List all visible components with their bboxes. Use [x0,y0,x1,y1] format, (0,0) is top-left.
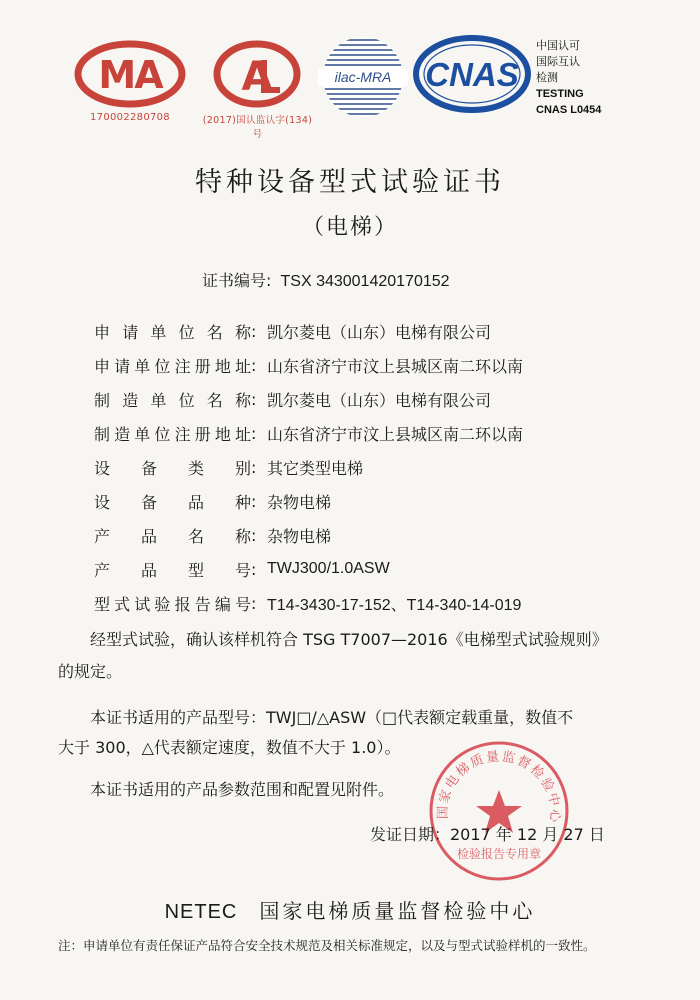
field-label: 申请单位注册地址 [94,356,251,376]
field-row [94,489,331,513]
footer-netec: NETEC [164,901,238,923]
cnas-side-text [536,38,601,118]
field-colon: : [251,355,257,375]
cal-logo [200,40,315,140]
svg-text:A: A [241,54,273,100]
footer-organization [0,895,700,924]
field-value: 其它类型电梯 [267,458,364,478]
field-row [94,455,363,479]
field-value: 杂物电梯 [267,492,332,512]
field-colon: : [251,389,257,409]
field-value: 凯尔菱电（山东）电梯有限公司 [267,322,492,342]
stamp-bottom-text: 检验报告专用章 [456,847,542,861]
field-row [94,353,523,377]
page-subtitle: （电梯） [301,215,398,240]
field-colon: : [251,491,257,511]
field-label: 制造单位名称 [94,390,251,410]
ma-logo-icon [74,40,186,108]
field-label: 设备类别 [94,458,251,478]
field-colon: : [251,593,257,613]
field-colon: : [251,423,257,443]
field-label: 申请单位名称 [94,322,251,342]
cnas-side-line: 检测 [536,72,558,84]
ilac-label: ilac-MRA [334,69,392,85]
field-label: 型式试验报告编号 [94,594,251,614]
field-label: 产品型号 [94,560,251,580]
field-value: 杂物电梯 [267,526,332,546]
stamp-seal-icon [426,738,572,884]
field-row [94,421,523,445]
field-colon: : [251,525,257,545]
field-label: 制造单位注册地址 [94,424,251,444]
cert-number-label: 证书编号: [202,271,272,290]
field-label: 产品名称 [94,526,251,546]
field-value: 山东省济宁市汶上县城区南二环以南 [267,356,524,376]
stamp-ring-text: 国家电梯质量监督检验中心 [435,749,563,825]
field-value: TWJ300/1.0ASW [267,560,390,577]
field-colon: : [251,457,257,477]
cnas-side-line: TESTING [536,88,584,100]
field-value: 山东省济宁市汶上县城区南二环以南 [267,424,524,444]
field-label: 设备品种 [94,492,251,512]
cnas-side-line: 中国认可 [536,40,580,52]
field-row [94,523,331,547]
cnas-logo [412,34,532,114]
cnas-side-line: CNAS L0454 [536,104,602,116]
field-colon: : [251,559,257,579]
official-stamp [426,738,572,884]
paragraph-line: 本证书适用的产品型号：TWJ□/△ASW（□代表额定载重量，数值不 [90,708,574,727]
paragraph-line: 本证书适用的产品参数范围和配置见附件。 [90,780,395,799]
page-title: 特种设备型式试验证书 [195,167,505,198]
svg-text:MA: MA [98,53,162,97]
field-value: 凯尔菱电（山东）电梯有限公司 [267,390,492,410]
field-row [94,557,390,581]
field-colon: : [251,321,257,341]
footer-org-name: 国家电梯质量监督检验中心 [259,899,536,923]
paragraph-line: 大于 300，△代表额定速度，数值不大于 1.0）。 [58,738,401,757]
cal-logo-icon [200,40,315,108]
cert-number-value: TSX 343001420170152 [280,273,450,290]
cnas-label: CNAS [425,56,519,93]
field-row [94,319,491,343]
field-row [94,591,521,615]
ma-logo [74,40,186,130]
paragraph-line: 的规定。 [58,662,123,681]
field-row [94,387,491,411]
field-value: T14-3430-17-152、T14-340-14-019 [267,596,522,614]
footer-note: 注：申请单位有责任保证产品符合安全技术规范及相关标准规定，以及与型式试验样机的一致性。 [58,938,596,953]
cnas-side-line: 国际互认 [536,56,580,68]
cal-number: (2017)国认监认字(134)号 [202,115,313,140]
ma-number: 170002280708 [90,112,170,123]
paragraph-line: 经型式试验，确认该样机符合 TSG T7007—2016《电梯型式试验规则》 [90,630,608,649]
cert-number [202,268,450,291]
ilac-mra-logo [318,32,408,122]
issue-date: 发证日期：2017 年 12 月 27 日 [370,825,605,844]
